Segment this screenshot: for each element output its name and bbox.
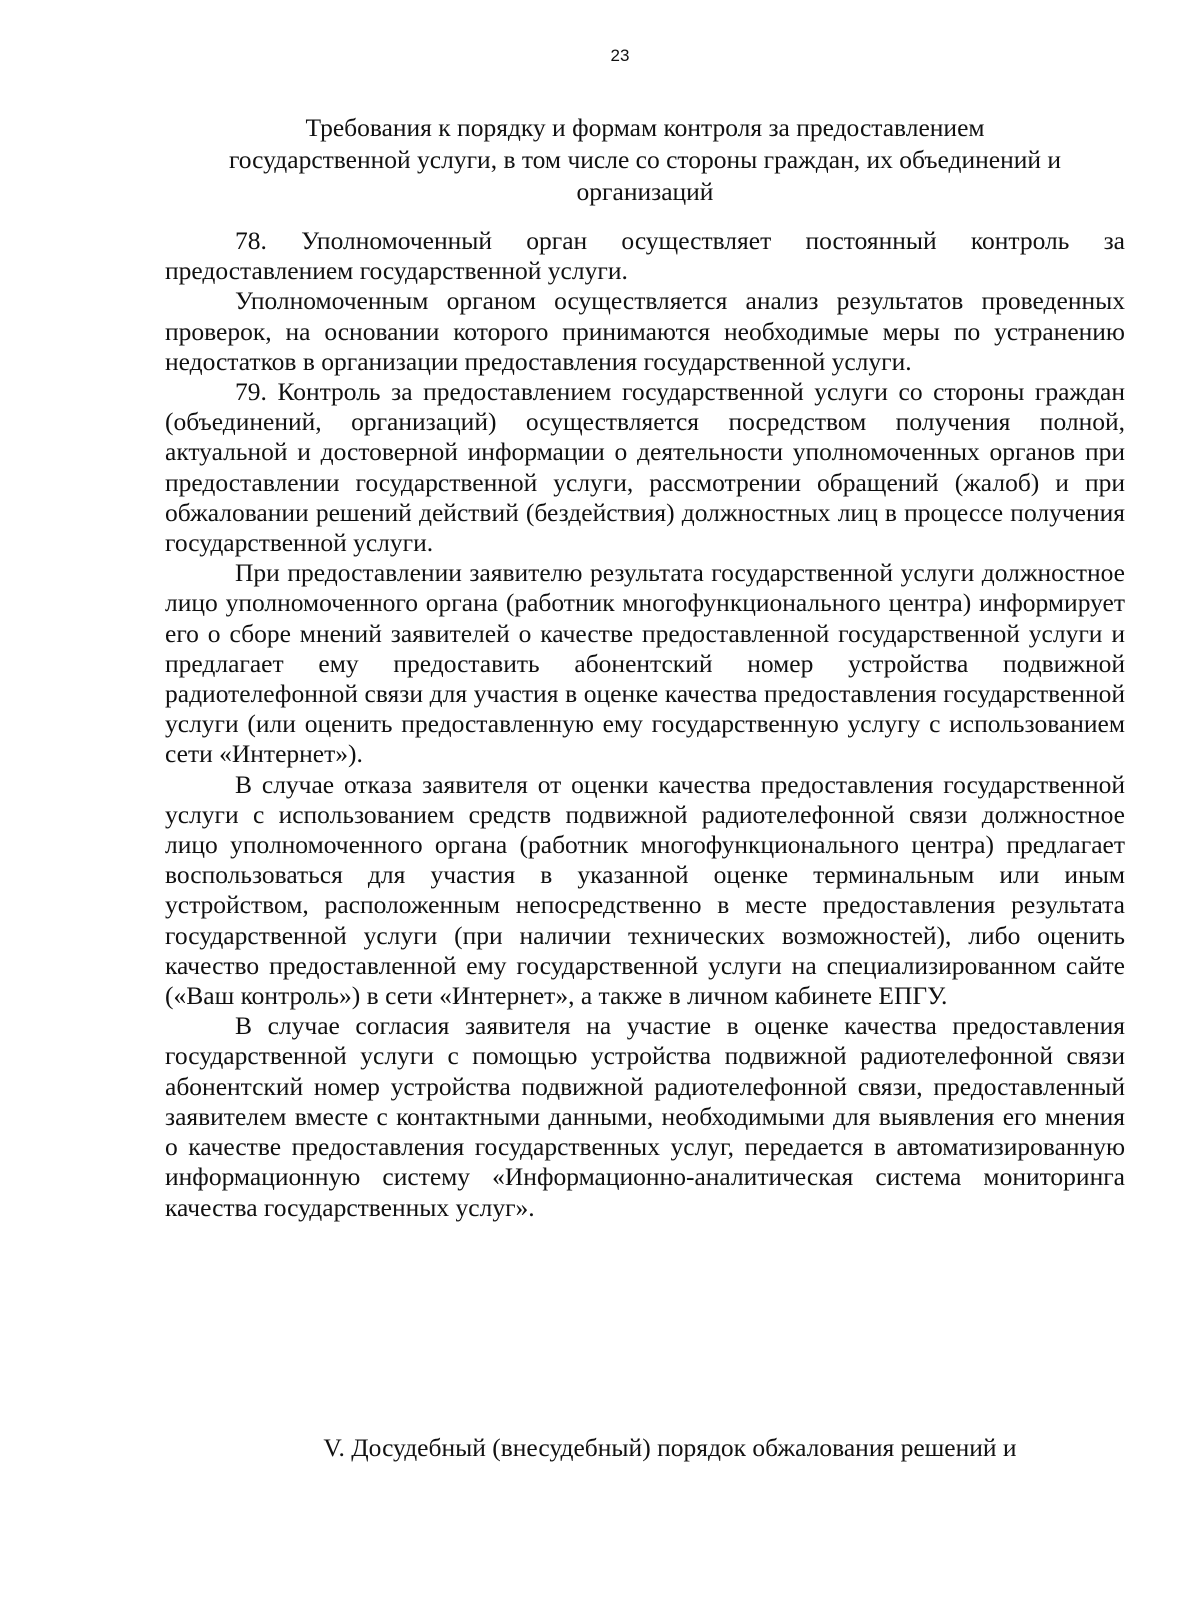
paragraph-79: 79. Контроль за предоставлением государственной услуги со стороны граждан (объединений, организаций) осуществляется посредством получения полной, актуальной и достоверной информации о деятельности уполномоченных органов при предоставлении государственной услуги, рассмотрении обращений (жалоб) и при обжаловании решений действий (бездействия) должностных лиц в процессе получения государственной услуги. <box>165 377 1125 558</box>
next-section-heading: V. Досудебный (внесудебный) порядок обжалования решений и <box>323 1433 1017 1462</box>
section-title-line-3: организаций <box>576 177 714 206</box>
section-title-line-2: государственной услуги, в том числе со стороны граждан, их объединений и <box>228 145 1062 174</box>
paragraph-79-consent: В случае согласия заявителя на участие в оценке качества предоставления государственной услуги с помощью устройства подвижной радиотелефонной связи абонентский номер устройства подвижной радиотелефонной связи, предоставленный заявителем вместе с контактными данными, необходимыми для выявления его мнения о качестве предоставления государственных услуг, передается в автоматизированную информационную систему «Информационно-аналитическая система мониторинга качества государственных услуг». <box>165 1011 1125 1222</box>
paragraph-79-survey: При предоставлении заявителю результата государственной услуги должностное лицо уполномоченного органа (работник многофункционального центра) информирует его о сборе мнений заявителей о качестве предоставленной государственной услуги и предлагает ему предоставить абонентский номер устройства подвижной радиотелефонной связи для участия в оценке качества предоставления государственной услуги (или оценить предоставленную ему государственную услугу с использованием сети «Интернет»). <box>165 558 1125 769</box>
paragraph-78: 78. Уполномоченный орган осуществляет постоянный контроль за предоставлением государственной услуги. <box>165 226 1125 286</box>
page-number: 23 <box>610 46 630 65</box>
section-title-line-1: Требования к порядку и формам контроля за предоставлением <box>305 113 985 142</box>
body-text <box>165 226 1125 1223</box>
paragraph-79-refusal: В случае отказа заявителя от оценки качества предоставления государственной услуги с использованием средств подвижной радиотелефонной связи должностное лицо уполномоченного органа (работник многофункционального центра) предлагает воспользоваться для участия в указанной оценке терминальным или иным устройством, расположенным непосредственно в месте предоставления результата государственной услуги (при наличии технических возможностей), либо оценить качество предоставленной ему государственной услуги на специализированном сайте («Ваш контроль») в сети «Интернет», а также в личном кабинете ЕПГУ. <box>165 769 1125 1011</box>
section-title <box>165 112 1125 208</box>
paragraph-78-analysis: Уполномоченным органом осуществляется анализ результатов проведенных проверок, на основании которого принимаются необходимые меры по устранению недостатков в организации предоставления государственной услуги. <box>165 286 1125 376</box>
